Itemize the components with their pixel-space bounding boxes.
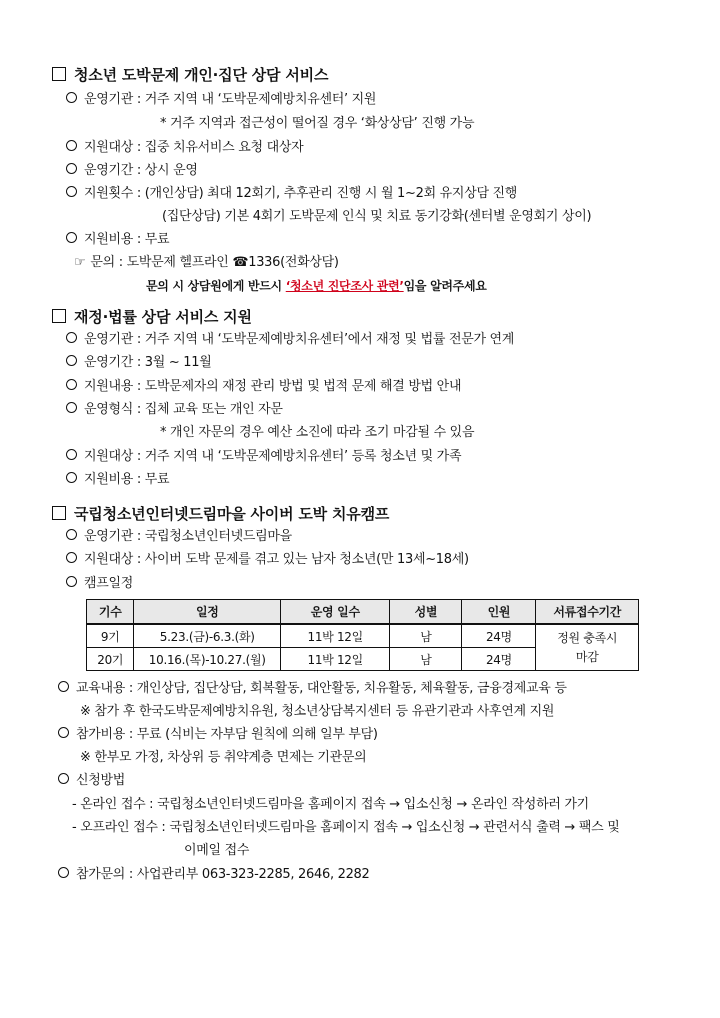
table-cell: 10.16.(목)-10.27.(월) bbox=[134, 648, 281, 671]
list-item: 참가비용 : 무료 (식비는 자부담 원칙에 의해 일부 부담) bbox=[58, 726, 378, 744]
section-heading bbox=[52, 503, 389, 524]
circle-bullet-icon bbox=[58, 773, 69, 784]
contact-line: ☞ 문의 : 도박문제 헬프라인 ☎1336(전화상담) bbox=[74, 255, 339, 270]
section-heading bbox=[52, 306, 252, 327]
list-item: 지원비용 : 무료 bbox=[66, 231, 169, 249]
continuation-text: 이메일 접수 bbox=[184, 843, 250, 858]
list-item: 지원대상 : 거주 지역 내 ‘도박문제예방치유센터’ 등록 청소년 및 가족 bbox=[66, 448, 461, 466]
circle-bullet-icon bbox=[66, 552, 77, 563]
pointing-hand-icon: ☞ bbox=[74, 255, 86, 270]
list-item: 신청방법 bbox=[58, 772, 125, 790]
table-header-cell: 서류접수기간 bbox=[536, 600, 639, 625]
list-item: 운영기간 : 상시 운영 bbox=[66, 162, 198, 180]
list-item: 운영기간 : 3월 ~ 11월 bbox=[66, 354, 211, 372]
circle-bullet-icon bbox=[66, 472, 77, 483]
table-header-cell: 성별 bbox=[390, 600, 462, 625]
circle-bullet-icon bbox=[66, 332, 77, 343]
circle-bullet-icon bbox=[58, 867, 69, 878]
list-item: 지원내용 : 도박문제자의 재정 관리 방법 및 법적 문제 해결 방법 안내 bbox=[66, 378, 461, 396]
apply-online: - 온라인 접수 : 국립청소년인터넷드림마을 홈페이지 접속 → 입소신청 → 온라인 작성하러 가기 bbox=[72, 797, 589, 812]
checkbox-square-icon bbox=[52, 309, 66, 323]
list-item: 지원대상 : 사이버 도박 문제를 겪고 있는 남자 청소년(만 13세~18세) bbox=[66, 551, 469, 569]
table-cell: 24명 bbox=[462, 624, 536, 648]
table-cell: 남 bbox=[390, 648, 462, 671]
table-cell: 9기 bbox=[87, 624, 134, 648]
list-item: 운영기관 : 거주 지역 내 ‘도박문제예방치유센터’ 지원 bbox=[66, 91, 376, 109]
table-row bbox=[87, 624, 639, 648]
apply-offline: - 오프라인 접수 : 국립청소년인터넷드림마을 홈페이지 접속 → 입소신청 → 관련서식 출력 → 팩스 및 bbox=[72, 820, 620, 835]
table-header-cell: 운영 일수 bbox=[281, 600, 390, 625]
checkbox-square-icon bbox=[52, 67, 66, 81]
checkbox-square-icon bbox=[52, 506, 66, 520]
circle-bullet-icon bbox=[66, 232, 77, 243]
circle-bullet-icon bbox=[58, 727, 69, 738]
table-header-cell: 기수 bbox=[87, 600, 134, 625]
section-title: 국립청소년인터넷드림마을 사이버 도박 치유캠프 bbox=[74, 505, 390, 523]
camp-schedule-table bbox=[86, 599, 639, 671]
list-item: 참가문의 : 사업관리부 063-323-2285, 2646, 2282 bbox=[58, 866, 370, 884]
list-item: 캠프일정 bbox=[66, 575, 133, 593]
list-item: 지원횟수 : (개인상담) 최대 12회기, 추후관리 진행 시 월 1~2회 유지상담 진행 bbox=[66, 185, 517, 203]
section-heading bbox=[52, 64, 328, 85]
table-cell: 24명 bbox=[462, 648, 536, 671]
circle-bullet-icon bbox=[58, 681, 69, 692]
circle-bullet-icon bbox=[66, 402, 77, 413]
continuation-text: (집단상담) 기본 4회기 도박문제 인식 및 치료 동기강화(센터별 운영회기 상이) bbox=[162, 209, 592, 224]
table-header-cell: 일정 bbox=[134, 600, 281, 625]
circle-bullet-icon bbox=[66, 92, 77, 103]
list-item: 운영기관 : 국립청소년인터넷드림마을 bbox=[66, 528, 292, 546]
list-item: 운영형식 : 집체 교육 또는 개인 자문 bbox=[66, 401, 283, 419]
table-cell: 20기 bbox=[87, 648, 134, 671]
circle-bullet-icon bbox=[66, 576, 77, 587]
note-text: * 거주 지역과 접근성이 떨어질 경우 ‘화상상담’ 진행 가능 bbox=[160, 116, 475, 131]
circle-bullet-icon bbox=[66, 449, 77, 460]
circle-bullet-icon bbox=[66, 355, 77, 366]
section-title: 청소년 도박문제 개인·집단 상담 서비스 bbox=[74, 66, 329, 84]
list-item: 지원대상 : 집중 치유서비스 요청 대상자 bbox=[66, 139, 303, 157]
circle-bullet-icon bbox=[66, 186, 77, 197]
table-cell: 11박 12일 bbox=[281, 624, 390, 648]
list-item: 운영기관 : 거주 지역 내 ‘도박문제예방치유센터’에서 재정 및 법률 전문가 연계 bbox=[66, 331, 514, 349]
table-header-cell: 인원 bbox=[462, 600, 536, 625]
circle-bullet-icon bbox=[66, 163, 77, 174]
table-cell: 5.23.(금)-6.3.(화) bbox=[134, 624, 281, 648]
table-header-row bbox=[87, 600, 639, 625]
list-item: 지원비용 : 무료 bbox=[66, 471, 169, 489]
table-cell: 11박 12일 bbox=[281, 648, 390, 671]
note-text: * 개인 자문의 경우 예산 소진에 따라 조기 마감될 수 있음 bbox=[160, 425, 475, 440]
section-title: 재정·법률 상담 서비스 지원 bbox=[74, 308, 252, 326]
note-text: ※ 참가 후 한국도박문제예방치유원, 청소년상담복지센터 등 유관기관과 사후연계 지원 bbox=[80, 704, 555, 719]
list-item: 교육내용 : 개인상담, 집단상담, 회복활동, 대안활동, 치유활동, 체육활동, 금융경제교육 등 bbox=[58, 680, 567, 698]
table-cell: 남 bbox=[390, 624, 462, 648]
notice-line: 문의 시 상담원에게 반드시 ‘청소년 진단조사 관련’임을 알려주세요 bbox=[146, 279, 487, 293]
circle-bullet-icon bbox=[66, 379, 77, 390]
table-cell-deadline: 정원 충족시 마감 bbox=[536, 624, 639, 671]
note-text: ※ 한부모 가정, 차상위 등 취약계층 면제는 기관문의 bbox=[80, 750, 367, 765]
circle-bullet-icon bbox=[66, 140, 77, 151]
circle-bullet-icon bbox=[66, 529, 77, 540]
